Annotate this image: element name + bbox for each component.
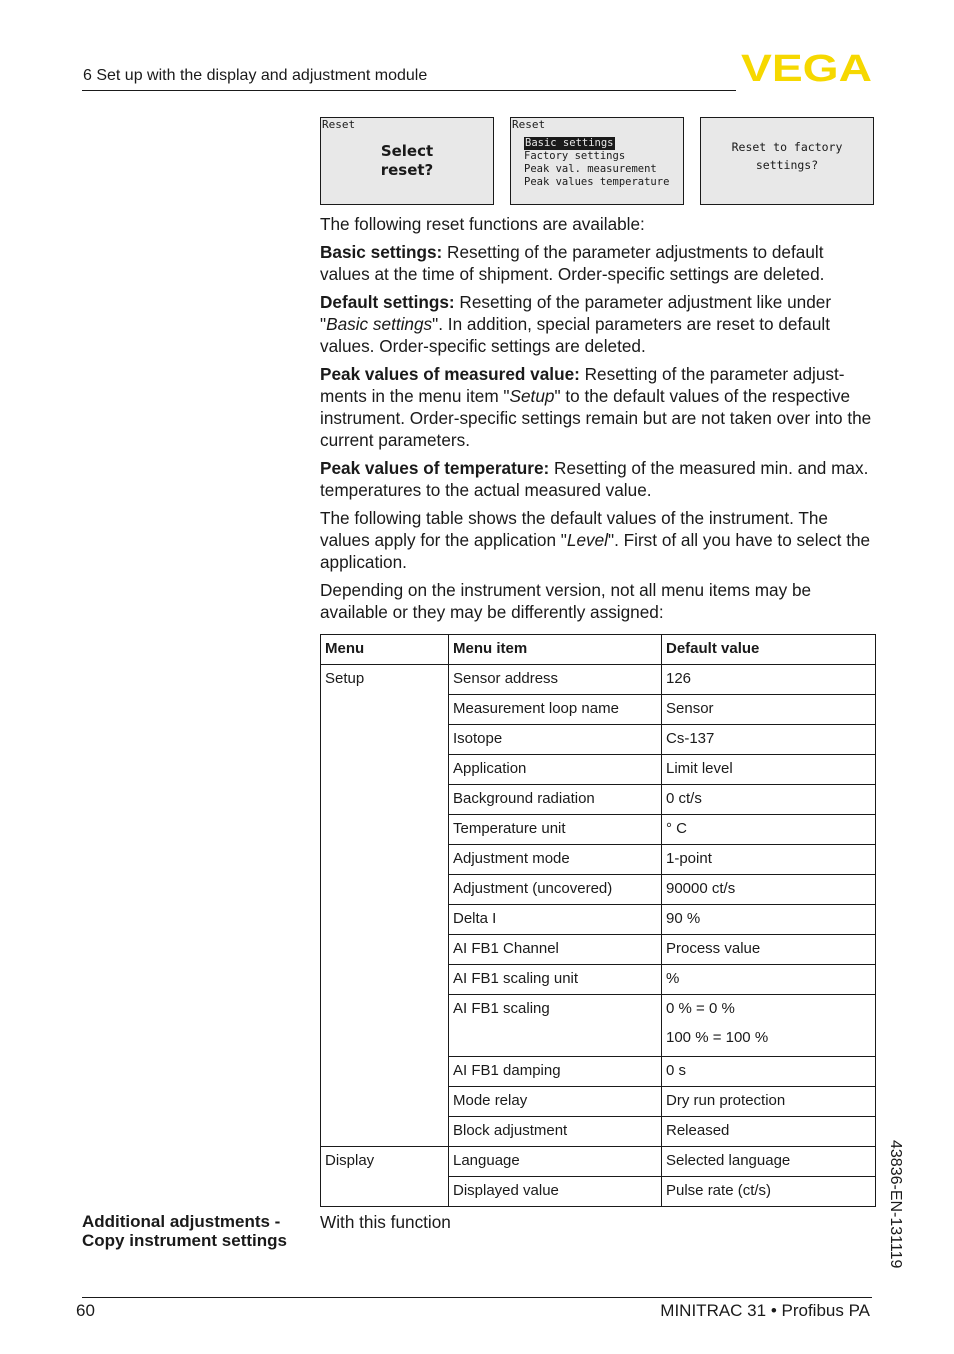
default-value-cell: Sensor (662, 695, 876, 725)
menu-option-selected[interactable]: Basic settings (525, 137, 614, 149)
default-value-cell: 0 s (662, 1057, 876, 1087)
menu-item-cell: Displayed value (449, 1177, 662, 1207)
menu-item-cell: Application (449, 755, 662, 785)
menu-item-cell: Background radiation (449, 785, 662, 815)
default-value-line: 100 % = 100 % (666, 1029, 769, 1046)
default-value-cell: 0 ct/s (662, 785, 876, 815)
display-screen-select-reset (320, 117, 494, 205)
default-value-cell: Pulse rate (ct/s) (662, 1177, 876, 1207)
default-value-cell: Cs-137 (662, 725, 876, 755)
default-value-line: 0 % = 0 % (666, 1000, 735, 1017)
menu-cell: Setup (321, 665, 449, 1147)
menu-item-cell: Delta I (449, 905, 662, 935)
default-value-cell: 90000 ct/s (662, 875, 876, 905)
side-heading-line: Additional adjustments - (82, 1212, 281, 1231)
menu-item-cell: AI FB1 scaling unit (449, 965, 662, 995)
menu-item-cell: Adjustment (uncovered) (449, 875, 662, 905)
vega-logo (741, 53, 872, 83)
column-header: Menu (321, 635, 449, 665)
product-name: MINITRAC 31 • Profibus PA (660, 1301, 870, 1320)
table-row (321, 1147, 876, 1177)
running-header: 6 Set up with the display and adjustment module (83, 67, 428, 84)
menu-item-cell: Block adjustment (449, 1117, 662, 1147)
screen-line: Reset to factory (731, 140, 843, 154)
side-text: With this function (320, 1212, 451, 1232)
basic-settings-paragraph: Basic settings: Resetting of the parameter adjustments to default values at the time of shipment. Order-specific settings are deleted. (320, 242, 825, 284)
default-value-cell: % (662, 965, 876, 995)
screen-title: Reset (322, 118, 356, 131)
default-settings-paragraph: Default settings: Resetting of the parameter adjustment like under "Basic settings". In addition, special parameters are reset to default values. Order-specific settings are deleted. (320, 292, 832, 356)
default-value-cell: Process value (662, 935, 876, 965)
side-heading (82, 1212, 287, 1250)
default-value-cell: ° C (662, 815, 876, 845)
header-divider (82, 90, 736, 91)
column-header: Default value (662, 635, 876, 665)
body-text (320, 213, 876, 623)
menu-item-cell: Mode relay (449, 1087, 662, 1117)
display-screen-confirm-reset (700, 117, 874, 205)
display-screen-reset-menu (510, 117, 684, 205)
peak-measured-paragraph: Peak values of measured value: Resetting of the parameter adjust-ments in the menu item "Setup" to the default values of the respective instrument. Order-specific settings remain but are not taken over into the current parameters. (320, 364, 872, 450)
menu-option[interactable]: Peak val. measurement (524, 163, 657, 175)
menu-cell: Display (321, 1147, 449, 1207)
menu-item-cell: Adjustment mode (449, 845, 662, 875)
document-code: 43836-EN-131119 (887, 1140, 904, 1269)
footer-divider (82, 1297, 872, 1298)
side-heading-line: Copy instrument settings (82, 1231, 287, 1250)
logo-text: VEGA (741, 53, 872, 83)
table-row (321, 665, 876, 695)
default-value-cell: 1-point (662, 845, 876, 875)
menu-item-cell: Sensor address (449, 665, 662, 695)
menu-item-cell: AI FB1 Channel (449, 935, 662, 965)
screen-line: Select (380, 142, 434, 160)
page-number: 60 (76, 1301, 95, 1320)
default-value-cell: 90 % (662, 905, 876, 935)
default-value-cell: Limit level (662, 755, 876, 785)
screen-line: reset? (380, 161, 434, 179)
default-value-cell: Released (662, 1117, 876, 1147)
table-intro-paragraph: The following table shows the default values of the instrument. The values apply for the application "Level". First of all you have to select the application. (320, 508, 871, 572)
peak-temperature-paragraph: Peak values of temperature: Resetting of the measured min. and max. temperatures to the actual measured value. (320, 458, 869, 500)
table-header-row (321, 635, 876, 665)
menu-item-cell: AI FB1 damping (449, 1057, 662, 1087)
default-values-table (320, 634, 876, 1207)
screen-line: settings? (755, 158, 819, 172)
default-value-cell: Dry run protection (662, 1087, 876, 1117)
menu-option[interactable]: Peak values temperature (524, 176, 670, 188)
menu-item-cell: AI FB1 scaling (449, 995, 662, 1057)
menu-item-cell: Measurement loop name (449, 695, 662, 725)
intro-paragraph: The following reset functions are available: (320, 214, 645, 234)
menu-option[interactable]: Factory settings (524, 150, 626, 162)
default-value-cell: Selected language (662, 1147, 876, 1177)
default-value-cell (662, 995, 876, 1057)
menu-item-cell: Isotope (449, 725, 662, 755)
default-value-cell: 126 (662, 665, 876, 695)
column-header: Menu item (449, 635, 662, 665)
version-note-paragraph: Depending on the instrument version, not all menu items may be available or they may be differently assigned: (320, 580, 812, 622)
screen-title: Reset (512, 118, 546, 131)
menu-item-cell: Temperature unit (449, 815, 662, 845)
menu-item-cell: Language (449, 1147, 662, 1177)
